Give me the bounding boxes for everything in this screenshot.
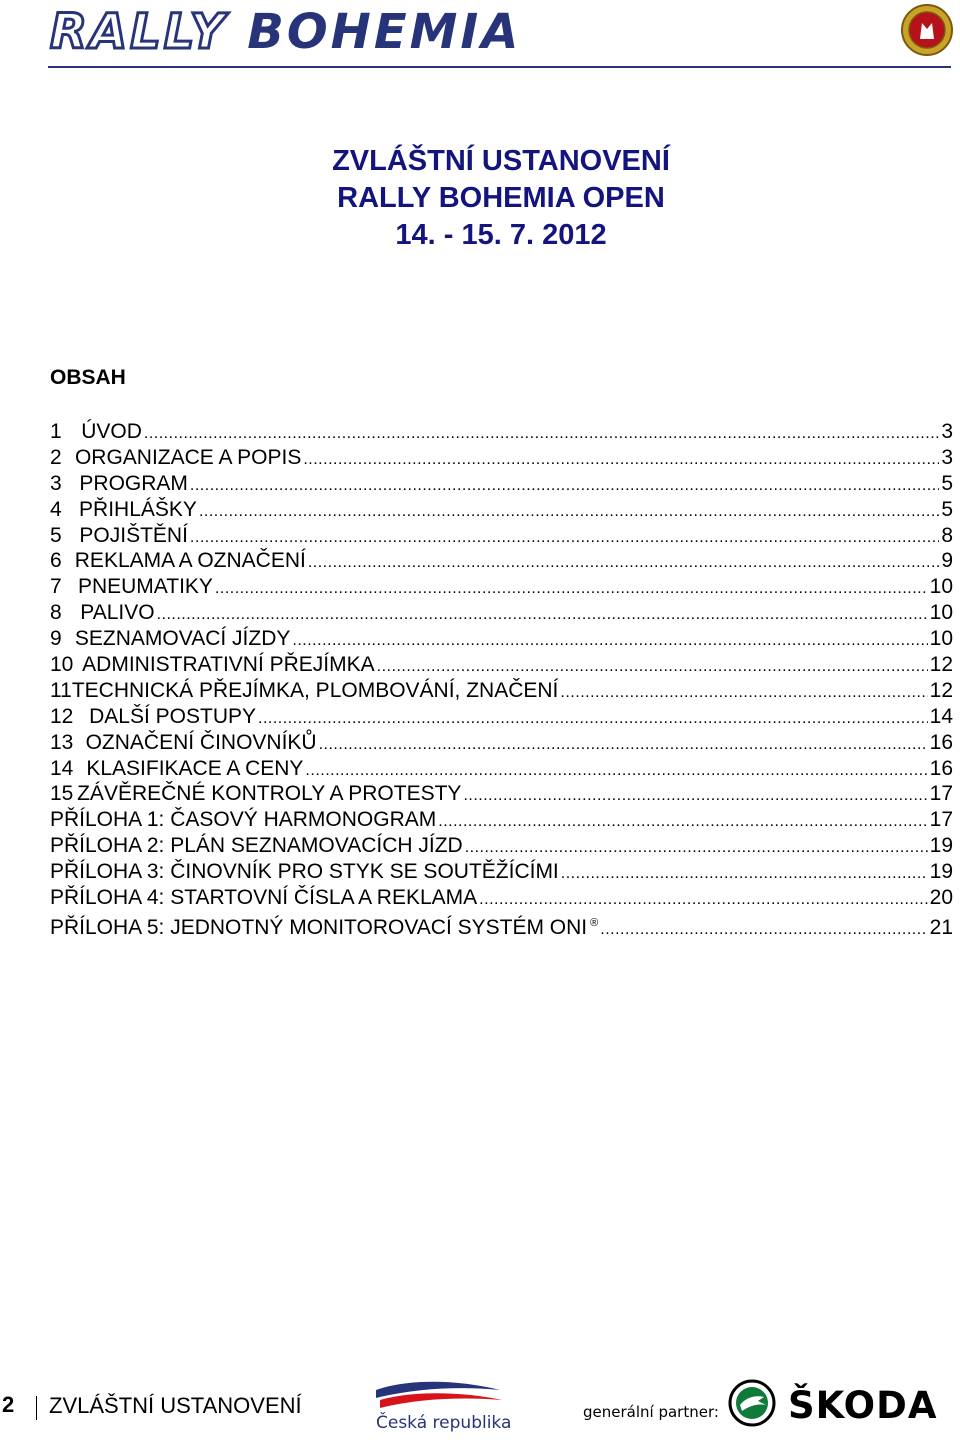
toc-entry-title	[82, 652, 374, 678]
skoda-emblem-icon	[728, 1379, 776, 1427]
toc-entry[interactable]	[50, 885, 953, 911]
toc-entry[interactable]	[50, 911, 953, 937]
toc-entry[interactable]	[50, 471, 953, 497]
toc-entry[interactable]	[50, 548, 953, 574]
footer-doc-title: ZVLÁŠTNÍ USTANOVENÍ	[49, 1393, 302, 1418]
toc-entry-page: 9	[941, 549, 953, 573]
toc-heading: OBSAH	[50, 366, 126, 389]
club-crest-icon	[900, 3, 954, 57]
toc-entry[interactable]	[50, 756, 953, 782]
title-line-3: 14. - 15. 7. 2012	[395, 219, 607, 251]
toc-dot-leader	[308, 548, 939, 576]
toc-entry-title	[79, 523, 188, 549]
toc-entry-title-text: KLASIFIKACE A CENY	[86, 756, 304, 780]
toc-entry-page: 10	[929, 575, 953, 599]
toc-dot-leader	[561, 859, 928, 887]
toc-entry-number: 1	[50, 420, 62, 443]
header-divider	[48, 66, 951, 68]
general-partner-label: generální partner:	[583, 1403, 719, 1421]
toc-entry-title	[79, 471, 188, 497]
rally-bohemia-logo	[50, 4, 521, 60]
toc-entry-title	[77, 781, 461, 807]
toc-entry-title-text: ADMINISTRATIVNÍ PŘEJÍMKA	[82, 653, 375, 677]
registered-mark: ®	[590, 916, 599, 929]
toc-entry-title	[50, 885, 477, 911]
toc-entry-title	[79, 497, 197, 523]
toc-entry-title-text: ÚVOD	[81, 420, 142, 443]
toc-dot-leader	[190, 471, 939, 499]
toc-entry-page: 20	[929, 886, 953, 910]
toc-entry[interactable]	[50, 678, 953, 704]
toc-entry[interactable]	[50, 730, 953, 756]
toc-entry-title	[50, 911, 598, 941]
toc-entry-number: 13	[50, 730, 74, 754]
toc-entry-title-text: PŘÍLOHA 3: ČINOVNÍK PRO STYK SE SOUTĚŽÍCÍMI	[50, 860, 559, 884]
toc-entry-title	[75, 626, 290, 652]
toc-dot-leader	[157, 600, 928, 628]
toc-dot-leader	[258, 704, 928, 732]
toc-entry-title	[75, 445, 301, 471]
document-title	[0, 143, 960, 254]
toc-entry-title-text: PŘIHLÁŠKY	[79, 497, 197, 521]
toc-entry-page: 16	[929, 756, 953, 780]
toc-dot-leader	[438, 807, 927, 835]
toc-dot-leader	[319, 730, 928, 758]
toc-dot-leader	[215, 574, 928, 602]
page-header	[0, 0, 960, 72]
toc-entry[interactable]	[50, 652, 953, 678]
toc-entry-title	[86, 730, 317, 756]
logo-word-rally: RALLY	[50, 4, 228, 60]
toc-entry-number: 15	[50, 782, 74, 806]
toc-entry-number: 11	[50, 678, 72, 702]
toc-entry-title	[78, 574, 213, 600]
toc-entry-title-text: DALŠÍ POSTUPY	[89, 704, 256, 728]
toc-entry-page: 17	[929, 808, 953, 832]
toc-entry-number: 8	[50, 601, 62, 625]
toc-entry-page: 12	[929, 653, 953, 677]
toc-entry-number: 9	[50, 627, 62, 651]
toc-entry-title-text: TECHNICKÁ PŘEJÍMKA, PLOMBOVÁNÍ, ZNAČENÍ	[71, 678, 559, 702]
toc-dot-leader	[199, 497, 939, 525]
toc-entry-title	[75, 548, 306, 574]
skoda-wordmark: ŠKODA	[788, 1384, 938, 1427]
toc-dot-leader	[600, 915, 927, 943]
czech-republic-label: Česká republika	[376, 1413, 512, 1433]
toc-entry-title-text: PŘÍLOHA 2: PLÁN SEZNAMOVACÍCH JÍZD	[50, 834, 463, 858]
toc-entry[interactable]	[50, 626, 953, 652]
toc-entry-number: 14	[50, 756, 74, 780]
toc-entry-title	[86, 756, 303, 782]
toc-entry-title-text: PŘÍLOHA 5: JEDNOTNÝ MONITOROVACÍ SYSTÉM ONI	[50, 915, 588, 939]
toc-entry-title-text: ZÁVĚREČNÉ KONTROLY A PROTESTY	[77, 782, 462, 806]
page-number: 2	[2, 1392, 15, 1417]
toc-entry-title	[50, 833, 463, 859]
toc-entry[interactable]	[50, 497, 953, 523]
toc-dot-leader	[479, 885, 927, 913]
toc-entry[interactable]	[50, 807, 953, 833]
toc-entry[interactable]	[50, 833, 953, 859]
toc-dot-leader	[377, 652, 928, 680]
toc-entry-title	[80, 600, 154, 626]
toc-entry-number: 2	[50, 445, 62, 469]
toc-entry-number: 10	[50, 653, 74, 677]
toc-entry-number: 6	[50, 549, 62, 573]
toc-entry-title-text: REKLAMA A OZNAČENÍ	[74, 549, 306, 573]
toc-dot-leader	[560, 678, 927, 706]
toc-entry-title-text: PALIVO	[80, 601, 155, 625]
toc-entry[interactable]	[50, 574, 953, 600]
toc-entry-title-text: OZNAČENÍ ČINOVNÍKŮ	[85, 730, 317, 754]
toc-entry-page: 21	[929, 915, 953, 939]
toc-entry[interactable]	[50, 781, 953, 807]
toc-entry[interactable]	[50, 419, 953, 445]
toc-entry-title	[81, 419, 142, 445]
toc-entry-title	[72, 678, 559, 704]
toc-dot-leader	[190, 523, 939, 551]
toc-dot-leader	[463, 781, 927, 809]
toc-dot-leader	[144, 419, 939, 447]
footer-divider	[36, 1396, 37, 1420]
toc-entry-page: 3	[941, 445, 953, 469]
toc-dot-leader	[303, 445, 939, 473]
toc-entry-number: 5	[50, 523, 62, 547]
page-footer	[0, 1370, 960, 1443]
toc-entry[interactable]	[50, 704, 953, 730]
toc-entry-title-text: PŘÍLOHA 4: STARTOVNÍ ČÍSLA A REKLAMA	[50, 886, 478, 910]
toc-entry-page: 10	[929, 601, 953, 625]
toc-entry-page: 5	[941, 497, 953, 521]
toc-entry-title-text: PROGRAM	[79, 471, 188, 495]
toc-entry-page: 8	[941, 523, 953, 547]
toc-entry-number: 3	[50, 471, 62, 495]
toc-entry-page: 19	[929, 860, 953, 884]
toc-dot-leader	[465, 833, 928, 861]
title-line-2: RALLY BOHEMIA OPEN	[337, 182, 665, 214]
toc-entry-title	[89, 704, 256, 730]
toc-entry-title-text: PNEUMATIKY	[77, 575, 213, 599]
toc-entry[interactable]	[50, 600, 953, 626]
toc-entry-title-text: POJIŠTĚNÍ	[79, 523, 188, 547]
toc-entry-page: 19	[929, 834, 953, 858]
logo-word-bohemia: BOHEMIA	[247, 4, 522, 60]
title-line-1: ZVLÁŠTNÍ USTANOVENÍ	[332, 145, 670, 177]
toc-entry-page: 5	[941, 471, 953, 495]
toc-entry-number: 12	[50, 704, 74, 728]
toc-entry-number: 4	[50, 497, 62, 521]
toc-entry-title	[50, 859, 559, 885]
toc-entry[interactable]	[50, 859, 953, 885]
table-of-contents	[50, 419, 953, 937]
toc-dot-leader	[305, 756, 927, 784]
toc-dot-leader	[292, 626, 927, 654]
toc-entry-page: 16	[929, 730, 953, 754]
toc-entry[interactable]	[50, 523, 953, 549]
toc-entry-title-text: ORGANIZACE A POPIS	[74, 445, 302, 469]
toc-entry[interactable]	[50, 445, 953, 471]
toc-entry-title-text: PŘÍLOHA 1: ČASOVÝ HARMONOGRAM	[50, 808, 437, 832]
toc-entry-title-text: SEZNAMOVACÍ JÍZDY	[74, 627, 291, 651]
toc-entry-page: 12	[929, 678, 953, 702]
toc-entry-page: 10	[929, 627, 953, 651]
toc-entry-page: 3	[941, 420, 953, 443]
toc-entry-title	[50, 807, 436, 833]
toc-entry-number: 7	[50, 575, 62, 599]
toc-entry-page: 17	[929, 782, 953, 806]
toc-entry-page: 14	[929, 704, 953, 728]
